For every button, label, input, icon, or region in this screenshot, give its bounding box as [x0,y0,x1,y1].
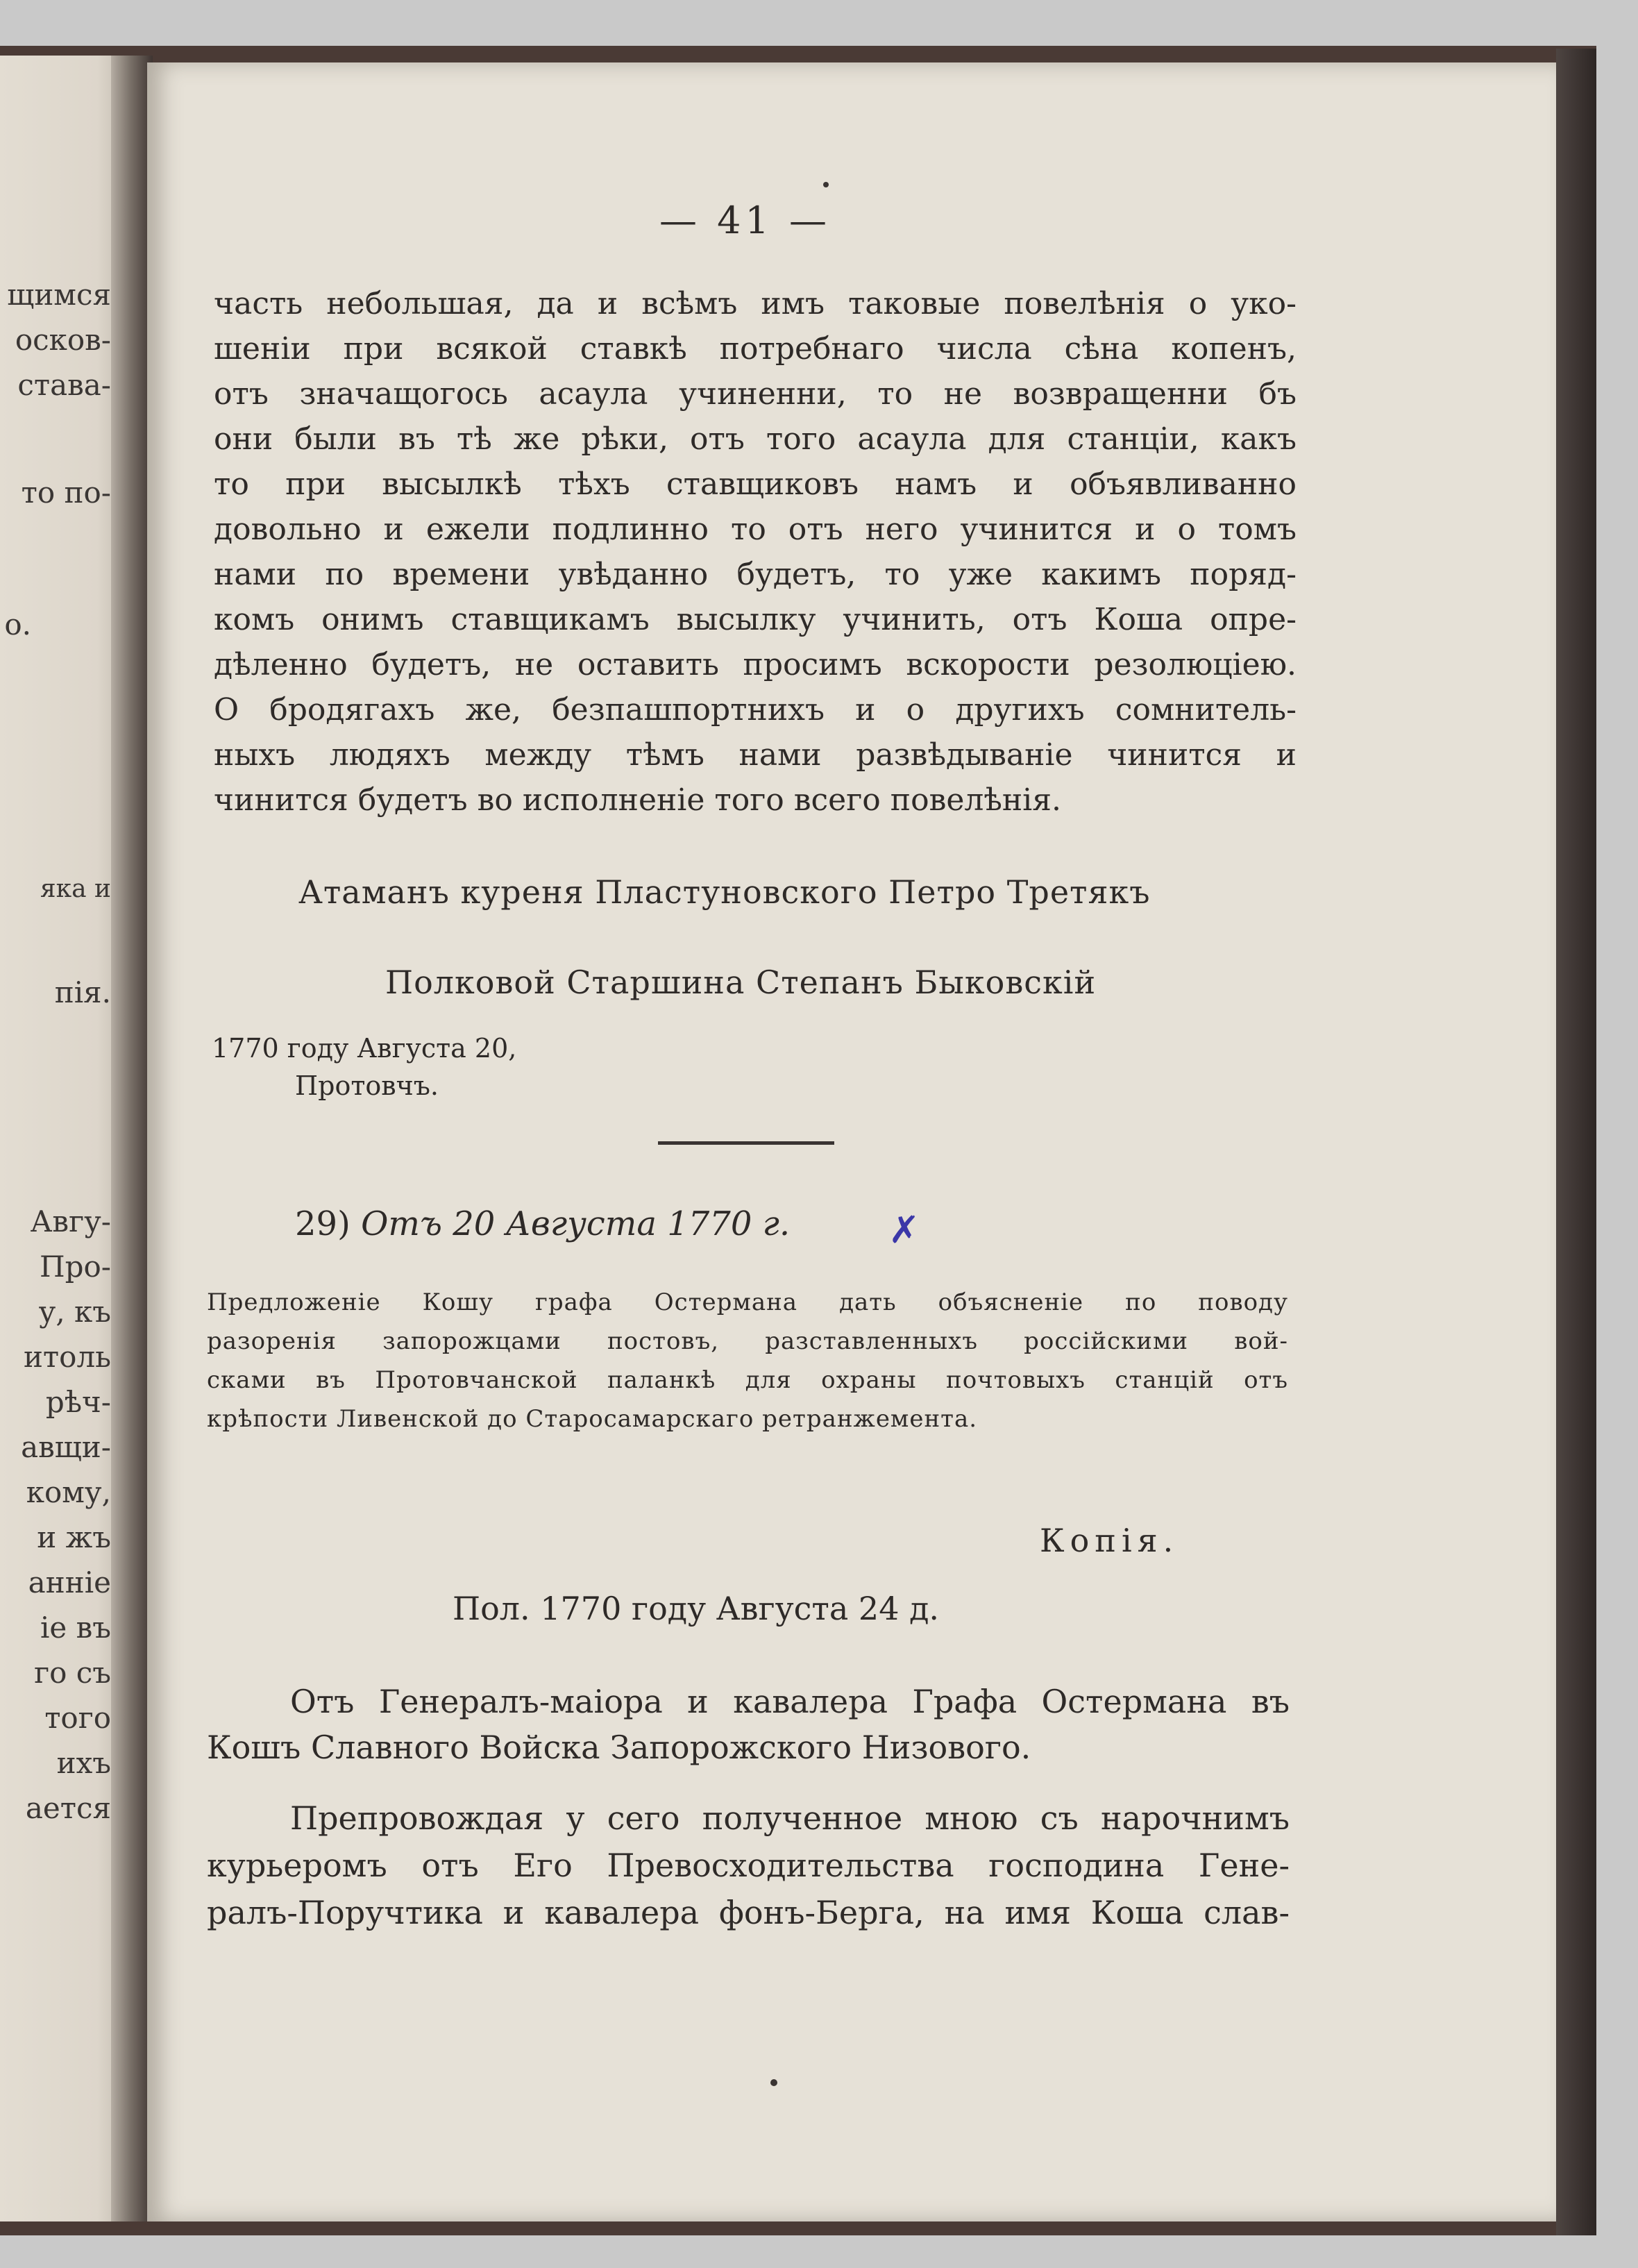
facing-page-line: итоль [23,1340,111,1374]
paragraph1-line: то при высылкѣ тѣхъ ставщиковъ намъ и объявливанно [214,467,1297,502]
paragraph3-line: Препровождая у сего полученное мною съ нарочнимъ [290,1799,1290,1837]
paragraph1-line: дѣленно будетъ, не оставить просимъ вскорости резолюціею. [214,647,1297,682]
paragraph1-line: ныхъ людяхъ между тѣмъ нами развѣдываніе чинится и [214,737,1297,773]
facing-page-line: кому, [26,1475,111,1509]
print-speck [823,182,829,187]
paragraph1-line: нами по времени увѣданно будетъ, то уже какимъ поряд- [214,557,1297,592]
facing-page-line: то по- [21,476,111,510]
facing-page-line: става- [17,368,111,402]
document-number: 29) [295,1204,351,1243]
facing-page-line: яка и [40,875,111,903]
facing-page-line: и жъ [37,1520,111,1554]
paragraph1-line: довольно и ежели подлинно то отъ него учинится и о томъ [214,512,1297,547]
summary-line: Предложеніе Кошу графа Остермана дать объясненіе по поводу [207,1288,1288,1316]
facing-page-line: Авгу- [30,1204,111,1238]
facing-page-line: щимся [7,278,111,312]
facing-page-line: того [44,1701,111,1735]
paragraph2-line: Кошъ Славного Войска Запорожского Низового. [207,1729,1031,1766]
facing-page-line: го съ [34,1656,111,1690]
facing-page-line: авщи- [21,1430,111,1464]
facing-page-line: ается [25,1791,111,1825]
paragraph3-line: ралъ-Поручтика и кавалера фонъ-Берга, на имя Коша слав- [207,1894,1290,1931]
facing-page-line: пія. [54,975,111,1009]
copy-label: Копія. [1040,1522,1179,1559]
paragraph1-line: они были въ тѣ же рѣки, отъ того асаула для станціи, какъ [214,421,1297,457]
print-speck [770,2079,777,2086]
summary-line: разоренія запорожцами постовъ, разставленныхъ россійскими вой- [207,1327,1288,1355]
book-gutter [111,56,153,2221]
facing-page-line: у, къ [38,1295,111,1329]
facing-page-line: Про- [40,1250,111,1284]
facing-page-line: о. [4,607,31,641]
received-date: Пол. 1770 году Августа 24 д. [453,1590,940,1627]
summary-line: сками въ Протовчанской паланкѣ для охраны почтовыхъ станцій отъ [207,1366,1288,1394]
facing-page-line: ихъ [56,1746,111,1780]
letter-date: 1770 году Августа 20, [212,1033,517,1064]
facing-page-line: анніе [28,1565,111,1599]
signature-ataman: Атаманъ куреня Пластуновского Петро Третякъ [298,873,1151,911]
signature-starshina: Полковой Старшина Степанъ Быковскій [385,964,1097,1001]
handwritten-mark: ✗ [888,1208,920,1252]
paragraph1-line: чинится будетъ во исполненіе того всего повелѣнія. [214,782,1061,818]
page-edge-right [1556,49,1596,2235]
facing-page-line: рѣч- [45,1385,111,1419]
section-divider [658,1141,834,1145]
paragraph1-line: комъ онимъ ставщикамъ высылку учинить, отъ Коша опре- [214,602,1297,637]
paragraph1-line: часть небольшая, да и всѣмъ имъ таковые повелѣнія о уко- [214,286,1297,321]
paragraph1-line: отъ значащогось асаула учиненни, то не возвращенни бъ [214,376,1297,412]
document-date: Отъ 20 Августа 1770 г. [361,1204,791,1243]
page-number: — 41 — [659,199,831,242]
letter-place: Протовчъ. [295,1070,439,1101]
document-heading [295,1204,790,1243]
facing-page-line: осков- [15,323,111,357]
paragraph1-line: шеніи при всякой ставкѣ потребнаго числа сѣна копенъ, [214,331,1297,367]
facing-page-line: іе въ [40,1611,111,1645]
paragraph1-line: О бродягахъ же, безпашпортнихъ и о другихъ сомнитель- [214,692,1297,728]
paragraph2-line: Отъ Генералъ-маіора и кавалера Графа Остермана въ [290,1683,1290,1720]
summary-line: крѣпости Ливенской до Старосамарскаго ретранжемента. [207,1405,978,1433]
paragraph3-line: курьеромъ отъ Его Превосходительства господина Гене- [207,1847,1290,1884]
